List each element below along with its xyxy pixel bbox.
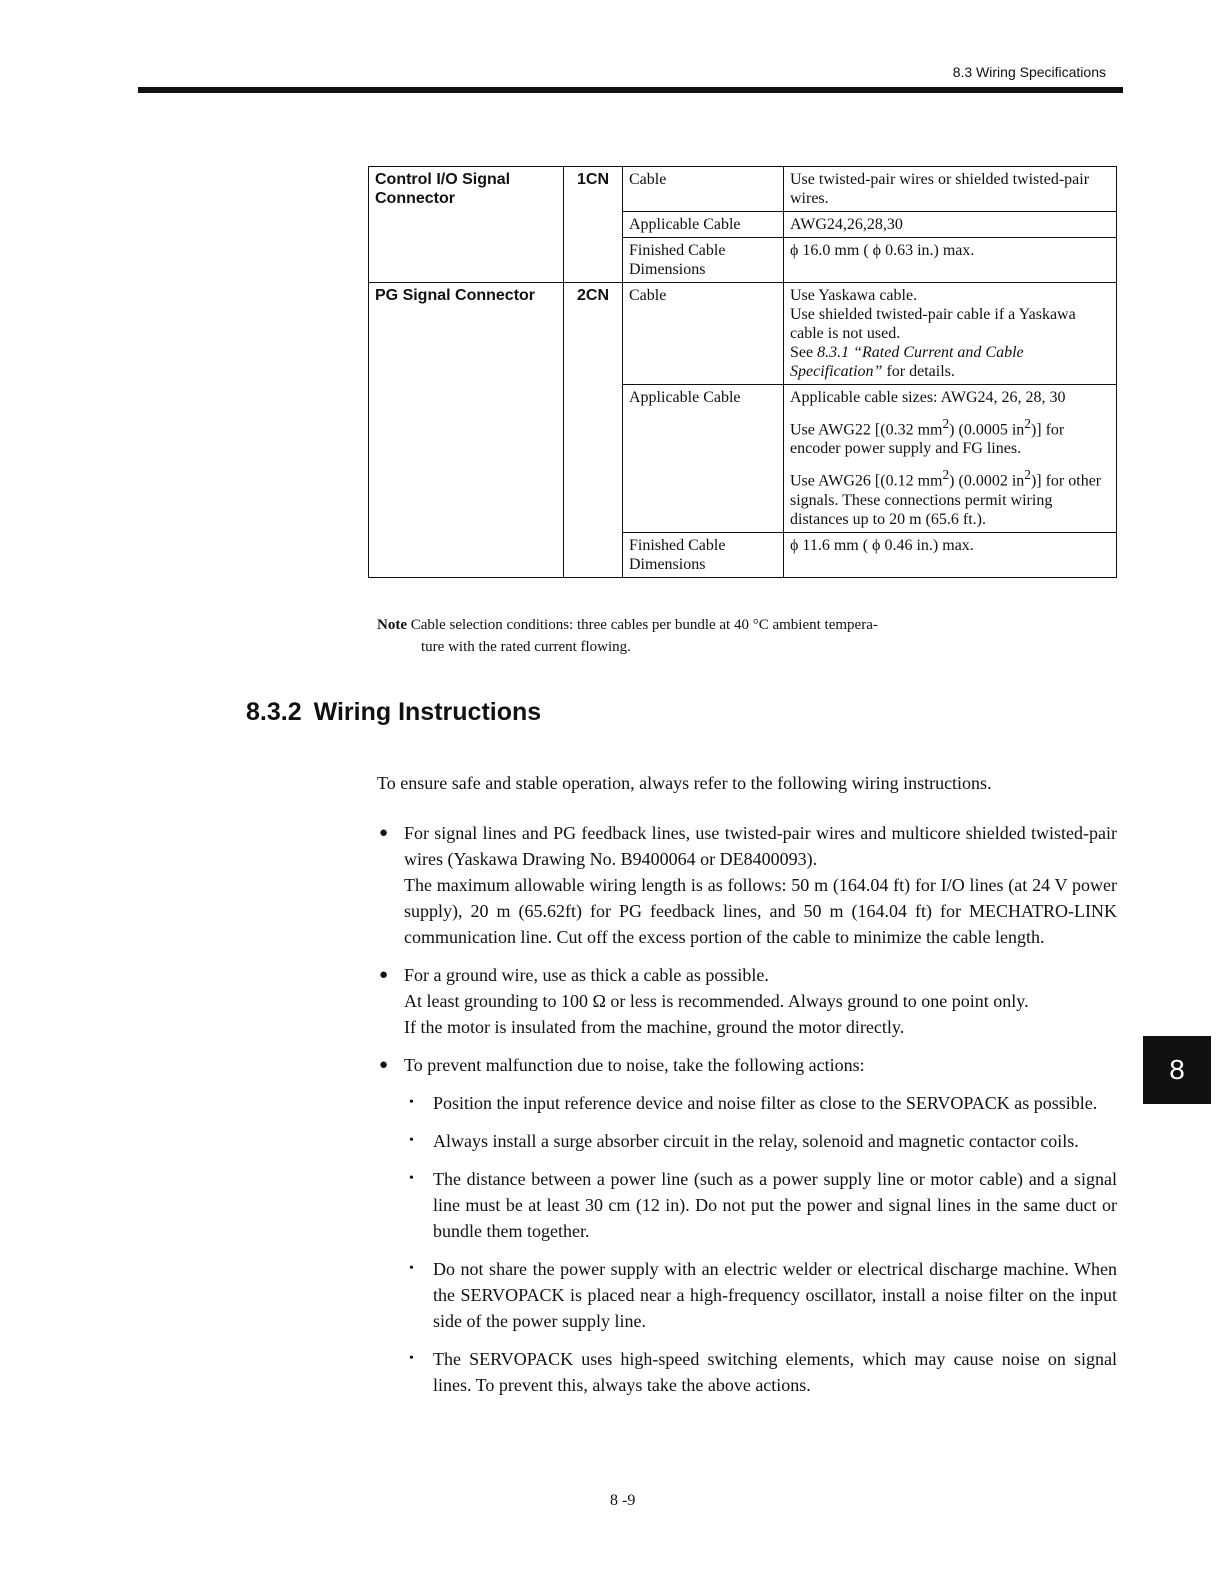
bullet-icon: •: [409, 1095, 414, 1110]
connector-cell: 2CN: [564, 283, 623, 578]
cross-reference: [790, 343, 1110, 381]
running-header: 8.3 Wiring Specifications: [952, 64, 1106, 80]
sub-list-item-text: The SERVOPACK uses high-speed switching elements, which may cause noise on signal lines. To prevent this, always take the above actions.: [433, 1349, 1117, 1395]
sub-list-item: [377, 1090, 1117, 1116]
sub-list-item-text: Do not share the power supply with an electric welder or electrical discharge machine. When the SERVOPACK is placed near a high-frequency oscillator, install a noise filter on the input side of the power supply line.: [433, 1259, 1117, 1331]
awg26-text: Use AWG26 [(0.12 $mm^2$) (0.0002 $in^2$)] for other signals. These connections permit wiring distances up to 20 m (65.6 ft.).: [790, 467, 1102, 528]
description-cell: ϕ 16.0 mm ( ϕ 0.63 in.) max.: [784, 238, 1117, 283]
section-number: 8.3.2: [246, 698, 302, 726]
description-cell: [784, 385, 1117, 533]
sub-list-item: [377, 1256, 1117, 1334]
ref-prefix: See: [790, 344, 818, 361]
cable-sizes-text: Applicable cable sizes: AWG24, 26, 28, 30: [790, 389, 1066, 406]
list-item-text: For signal lines and PG feedback lines, use twisted-pair wires and multicore shielded twisted-pair wires (Yaskawa Drawing No. B9400064 or DE8400093).: [404, 823, 1117, 869]
list-item: [377, 820, 1117, 950]
bullet-icon: ●: [379, 1057, 389, 1073]
sub-list-item: [377, 1346, 1117, 1398]
bullet-icon: •: [409, 1351, 414, 1366]
item-cell: Finished Cable Dimensions: [623, 238, 784, 283]
table-note: [377, 614, 997, 658]
table-row: [369, 167, 1117, 212]
sub-list-item: [377, 1128, 1117, 1154]
instruction-list: [377, 820, 1117, 1410]
description-cell: ϕ 11.6 mm ( ϕ 0.46 in.) max.: [784, 532, 1117, 577]
list-item-text: At least grounding to 100 Ω or less is recommended. Always ground to one point only.: [404, 991, 1029, 1011]
page-number: 8 -9: [610, 1492, 636, 1509]
description-cell: [784, 283, 1117, 385]
sub-list-item-text: Position the input reference device and noise filter as close to the SERVOPACK as possible.: [433, 1093, 1098, 1113]
list-item-text: If the motor is insulated from the machine, ground the motor directly.: [404, 1017, 905, 1037]
ref-section: 8.3.1: [817, 344, 850, 361]
signal-name-cell: PG Signal Connector: [369, 283, 564, 578]
item-cell: Applicable Cable: [623, 212, 784, 238]
list-item-text: For a ground wire, use as thick a cable as possible.: [404, 965, 769, 985]
awg22-text: Use AWG22 [(0.32 $mm^2$) (0.0005 $in^2$)] for encoder power supply and FG lines.: [790, 416, 1065, 458]
item-cell: Cable: [623, 167, 784, 212]
intro-paragraph: To ensure safe and stable operation, always refer to the following wiring instructions.: [377, 773, 992, 793]
item-cell: Applicable Cable: [623, 385, 784, 533]
note-label: Note: [377, 617, 407, 633]
sub-list-item: [377, 1166, 1117, 1244]
list-item: [377, 1052, 1117, 1078]
note-text-continued: ture with the rated current flowing.: [421, 639, 631, 655]
description-cell: AWG24,26,28,30: [784, 212, 1117, 238]
bullet-icon: ●: [379, 967, 389, 983]
wiring-spec-table: [368, 166, 1117, 578]
bullet-icon: •: [409, 1133, 414, 1148]
note-text: Cable selection conditions: three cables per bundle at 40 °C ambient tempera-: [410, 617, 878, 633]
table-row: [369, 283, 1117, 385]
header-rule: [138, 87, 1123, 93]
ref-suffix: for details.: [882, 363, 955, 380]
item-cell: Finished Cable Dimensions: [623, 532, 784, 577]
cable-desc-line: Use shielded twisted-pair cable if a Yaskawa cable is not used.: [790, 306, 1076, 342]
description-cell: Use twisted-pair wires or shielded twisted-pair wires.: [784, 167, 1117, 212]
section-heading: [246, 698, 541, 727]
sub-list-item-text: Always install a surge absorber circuit in the relay, solenoid and magnetic contactor coils.: [433, 1131, 1079, 1151]
ref-title: “Rated Current and Cable Specification”: [790, 344, 1024, 380]
signal-name-cell: Control I/O Signal Connector: [369, 167, 564, 283]
list-item-text: To prevent malfunction due to noise, take the following actions:: [404, 1055, 865, 1075]
sub-list-item-text: The distance between a power line (such as a power supply line or motor cable) and a signal line must be at least 30 cm (12 in). Do not put the power and signal lines in the same duct or bundle them together.: [433, 1169, 1117, 1241]
connector-cell: 1CN: [564, 167, 623, 283]
list-item-text: The maximum allowable wiring length is as follows: 50 m (164.04 ft) for I/O lines (at 24 V power supply), 20 m (65.62ft) for PG feedback lines, and 50 m (164.04 ft) for MECHATRO-LINK communication line. Cut off the excess portion of the cable to minimize the cable length.: [404, 875, 1117, 947]
section-title: Wiring Instructions: [313, 698, 542, 726]
bullet-icon: ●: [379, 825, 389, 841]
list-item: [377, 962, 1117, 1040]
item-cell: Cable: [623, 283, 784, 385]
cable-desc-line: Use Yaskawa cable.: [790, 287, 918, 304]
bullet-icon: •: [409, 1261, 414, 1276]
bullet-icon: •: [409, 1171, 414, 1186]
chapter-tab: 8: [1143, 1036, 1211, 1104]
